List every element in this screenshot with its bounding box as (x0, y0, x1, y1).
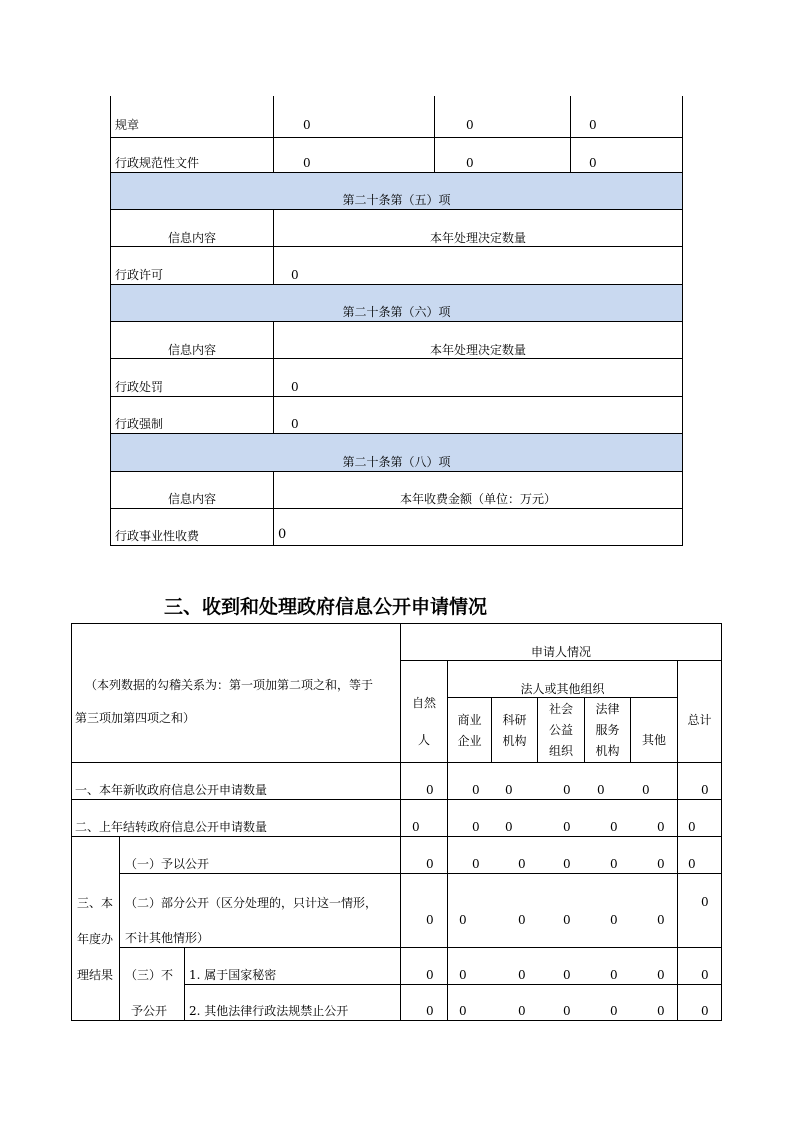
row-label-partial: 不计其他情形） (125, 931, 210, 945)
group-label-results: 理结果 (77, 968, 114, 982)
cell-value: 0 (505, 820, 513, 834)
col-header-commercial: 企业 (457, 734, 482, 748)
cell-value: 0 (563, 913, 571, 927)
col-header-applicant: 申请人情况 (530, 645, 591, 659)
cell-value: 0 (610, 968, 618, 982)
cell-value: 0 (518, 968, 526, 982)
cell-value: 0 (426, 1004, 434, 1018)
cell-value: 0 (426, 783, 434, 797)
col-header-legal-service: 服务 (595, 723, 620, 737)
row-label-law-prohibited: 2. 其他法律行政法规禁止公开 (189, 1004, 349, 1018)
cell-value: 0 (597, 783, 605, 797)
cell-value: 0 (701, 895, 709, 909)
col-header-social: 公益 (548, 723, 573, 737)
col-header-legal-service: 机构 (595, 744, 620, 758)
col-header-total: 总计 (687, 713, 712, 727)
cell-value: 0 (563, 857, 571, 871)
col-header-social: 社会 (548, 702, 573, 716)
col-header-legal-service: 法律 (595, 702, 620, 716)
col-header-commercial: 商业 (457, 713, 482, 727)
cell-value: 0 (642, 783, 650, 797)
group-label-results: 三、本 (77, 896, 114, 910)
cell-value: 0 (657, 857, 665, 871)
row-label-normative-docs: 行政规范性文件 (115, 156, 200, 170)
row-label-fees: 行政事业性收费 (115, 529, 200, 543)
col-header-count: 本年处理决定数量 (429, 343, 526, 357)
cell-value: 0 (472, 857, 480, 871)
row-label-permit: 行政许可 (115, 268, 164, 282)
cell-value: 0 (610, 913, 618, 927)
cell-value: 0 (291, 268, 299, 282)
cell-value: 0 (701, 783, 709, 797)
col-header-social: 组织 (548, 744, 573, 758)
reconcile-note: （本列数据的勾稽关系为：第一项加第二项之和，等于 (85, 678, 374, 692)
section-header-5: 第二十条第（五）项 (342, 193, 451, 207)
section-header-8: 第二十条第（八）项 (342, 455, 451, 469)
cell-value: 0 (278, 527, 287, 542)
cell-value: 0 (291, 417, 299, 431)
cell-value: 0 (291, 380, 299, 394)
row-label-enforcement: 行政强制 (115, 417, 164, 431)
cell-value: 0 (688, 820, 696, 834)
cell-value: 0 (426, 968, 434, 982)
cell-value: 0 (589, 156, 597, 170)
col-header-amount: 本年收费金额（单位：万元） (399, 492, 556, 506)
row-label-penalty: 行政处罚 (115, 380, 164, 394)
cell-value: 0 (412, 820, 420, 834)
row-label-guizhang: 规章 (115, 118, 140, 132)
reconcile-note: 第三项加第四项之和） (75, 711, 196, 725)
cell-value: 0 (459, 1004, 467, 1018)
cell-value: 0 (518, 857, 526, 871)
col-header-natural: 自然 (411, 696, 436, 710)
cell-value: 0 (589, 118, 597, 132)
cell-value: 0 (563, 1004, 571, 1018)
cell-value: 0 (505, 783, 513, 797)
col-header-research: 机构 (502, 734, 527, 748)
cell-value: 0 (466, 156, 474, 170)
row-label-disclosed: （一）予以公开 (125, 857, 210, 871)
section-header-6: 第二十条第（六）项 (342, 305, 451, 319)
cell-value: 0 (563, 968, 571, 982)
cell-value: 0 (459, 913, 467, 927)
cell-value: 0 (426, 857, 434, 871)
col-header-count: 本年处理决定数量 (429, 231, 526, 245)
cell-value: 0 (657, 968, 665, 982)
cell-value: 0 (303, 156, 311, 170)
cell-value: 0 (466, 118, 474, 132)
cell-value: 0 (688, 857, 696, 871)
cell-value: 0 (518, 1004, 526, 1018)
col-header-content: 信息内容 (167, 231, 216, 245)
cell-value: 0 (610, 857, 618, 871)
cell-value: 0 (563, 783, 571, 797)
section-title: 三、收到和处理政府信息公开申请情况 (164, 596, 488, 618)
col-header-content: 信息内容 (167, 492, 216, 506)
group-label-results: 年度办 (77, 932, 114, 946)
cell-value: 0 (610, 1004, 618, 1018)
row-label-partial: （二）部分公开（区分处理的，只计这一情形， (125, 896, 378, 910)
col-header-other: 其他 (641, 733, 666, 747)
col-header-research: 科研 (502, 713, 527, 727)
cell-value: 0 (426, 913, 434, 927)
cell-value: 0 (459, 968, 467, 982)
cell-value: 0 (657, 913, 665, 927)
cell-value: 0 (303, 118, 311, 132)
cell-value: 0 (472, 783, 480, 797)
subgroup-label-not-disclosed: （三）不 (125, 968, 174, 982)
cell-value: 0 (472, 820, 480, 834)
cell-value: 0 (518, 913, 526, 927)
row-label-carryover: 二、上年结转政府信息公开申请数量 (75, 820, 268, 834)
row-label-state-secret: 1. 属于国家秘密 (189, 968, 277, 982)
cell-value: 0 (610, 820, 618, 834)
cell-value: 0 (701, 1004, 709, 1018)
col-header-natural: 人 (417, 733, 430, 747)
cell-value: 0 (701, 968, 709, 982)
col-header-legal-org: 法人或其他组织 (520, 682, 605, 696)
cell-value: 0 (563, 820, 571, 834)
cell-value: 0 (657, 1004, 665, 1018)
cell-value: 0 (657, 820, 665, 834)
col-header-content: 信息内容 (167, 343, 216, 357)
row-label-new: 一、本年新收政府信息公开申请数量 (75, 783, 268, 797)
subgroup-label-not-disclosed: 予公开 (131, 1004, 168, 1018)
